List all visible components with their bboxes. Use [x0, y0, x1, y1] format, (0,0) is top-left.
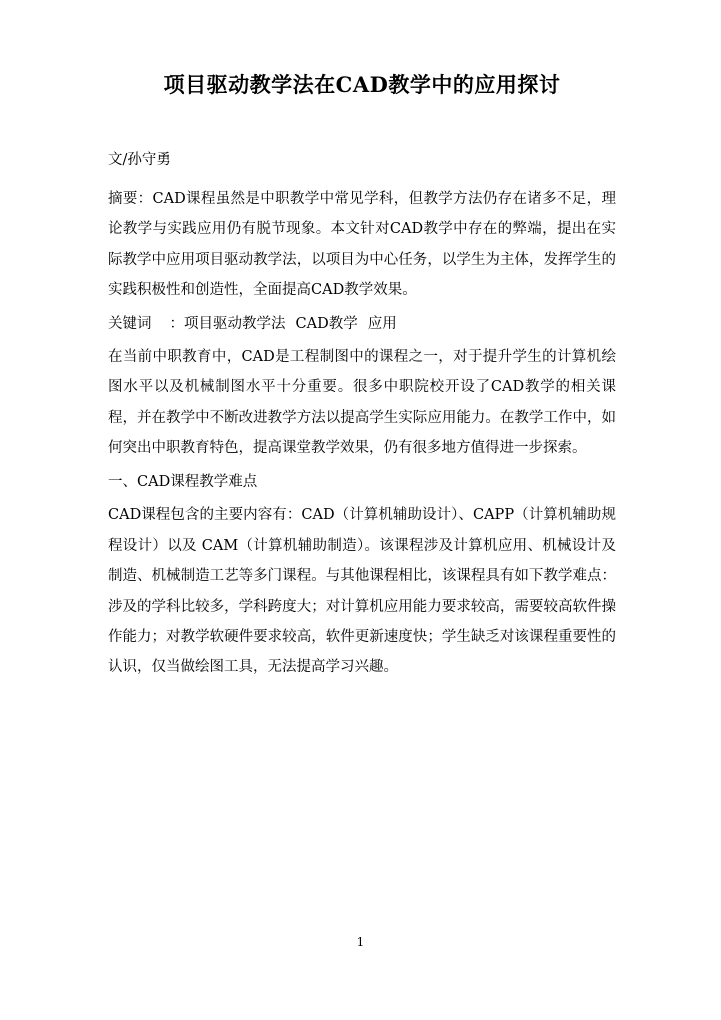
- keyword-item-1: 项目驱动教学法: [184, 315, 286, 332]
- keywords-colon: ：: [169, 315, 184, 332]
- author-line: 文/孙守勇: [108, 152, 171, 169]
- keywords-line: [108, 309, 616, 339]
- page-number: 1: [356, 935, 365, 949]
- section-heading-1: 一、CAD课程教学难点: [108, 473, 258, 490]
- keywords-label: 关键词: [108, 315, 152, 332]
- keyword-item-3: 应用: [367, 315, 397, 332]
- page-title: 项目驱动教学法在CAD教学中的应用探讨: [163, 72, 561, 97]
- abstract-paragraph: 摘要：CAD课程虽然是中职教学中常见学科，但教学方法仍存在诸多不足，理论教学与实践应用仍有脱节现象。本文针对CAD教学中存在的弊端，提出在实际教学中应用项目驱动教学法，以项目为中心任务，以学生为主体，发挥学生的实践积极性和创造性，全面提高CAD教学效果。: [108, 190, 616, 299]
- intro-paragraph: 在当前中职教育中，CAD是工程制图中的课程之一，对于提升学生的计算机绘图水平以及机械制图水平十分重要。很多中职院校开设了CAD教学的相关课程，并在教学中不断改进教学方法以提高学生实际应用能力。在教学工作中，如何突出中职教育特色，提高课堂教学效果，仍有很多地方值得进一步探索。: [108, 349, 616, 457]
- section-1-paragraph: CAD课程包含的主要内容有：CAD（计算机辅助设计）、CAPP（计算机辅助规程设计）以及 CAM（计算机辅助制造）。该课程涉及计算机应用、机械设计及制造、机械制造工艺等多门课程。与其他课程相比，该课程具有如下教学难点：涉及的学科比较多，学科跨度大；对计算机应用能力要求较高，需要较高软件操作能力；对教学软硬件要求较高，软件更新速度快；学生缺乏对该课程重要性的认识，仅当做绘图工具，无法提高学习兴趣。: [108, 507, 616, 676]
- document-body: [108, 70, 616, 686]
- keyword-item-2: CAD教学: [295, 315, 358, 332]
